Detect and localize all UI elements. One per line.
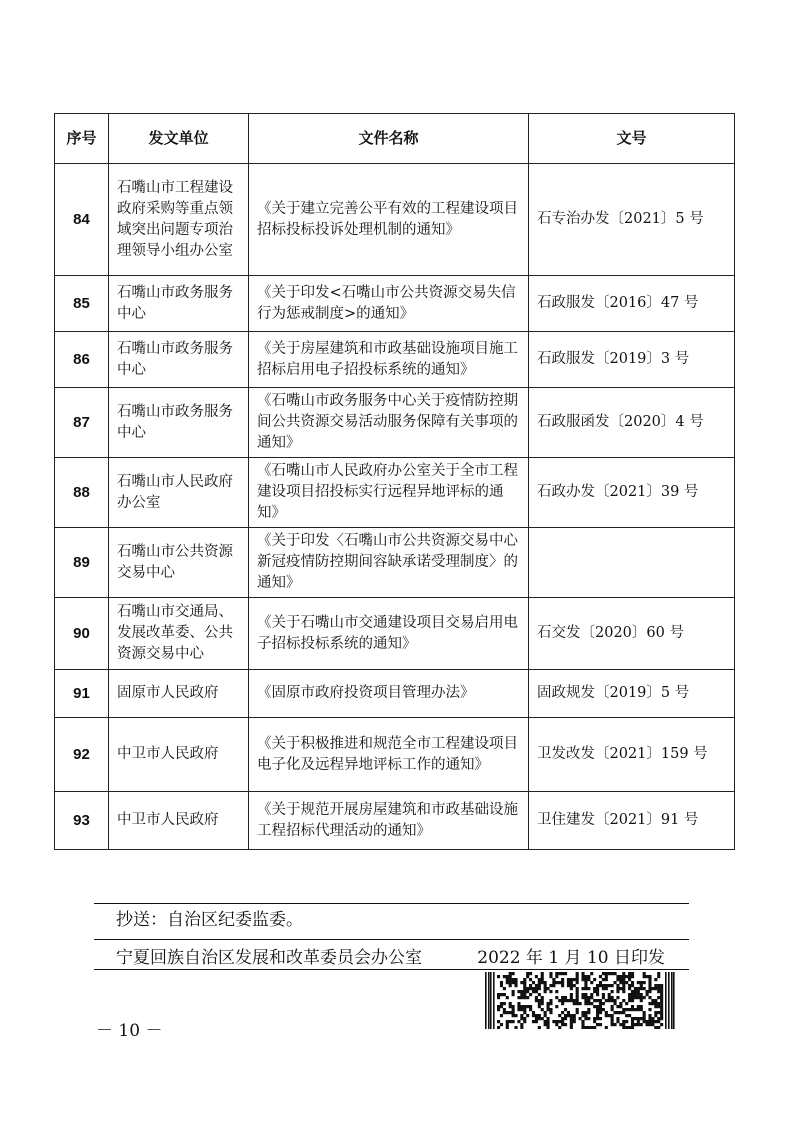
row-issuer: 石嘴山市人民政府办公室 [109, 458, 249, 528]
table-body [55, 164, 735, 850]
header-issuer: 发文单位 [109, 114, 249, 164]
row-file-name: 《石嘴山市政务服务中心关于疫情防控期间公共资源交易活动服务保障有关事项的通知》 [249, 388, 529, 458]
table-row [55, 164, 735, 276]
row-seq: 91 [55, 670, 109, 718]
issuing-office: 宁夏回族自治区发展和改革委员会办公室 [116, 948, 422, 968]
footer-bottom-rule [94, 969, 689, 970]
table-row [55, 670, 735, 718]
row-seq: 92 [55, 718, 109, 792]
row-file-name: 《关于石嘴山市交通建设项目交易启用电子招标投标系统的通知》 [249, 598, 529, 670]
row-doc-no: 石政服函发〔2020〕4 号 [529, 388, 735, 458]
row-issuer: 中卫市人民政府 [109, 792, 249, 850]
page-number: － 10 － [96, 1021, 163, 1041]
row-doc-no: 石政办发〔2021〕39 号 [529, 458, 735, 528]
row-issuer: 石嘴山市政务服务中心 [109, 332, 249, 388]
row-file-name: 《关于积极推进和规范全市工程建设项目电子化及远程异地评标工作的通知》 [249, 718, 529, 792]
table-row [55, 332, 735, 388]
table-row [55, 718, 735, 792]
row-doc-no: 卫住建发〔2021〕91 号 [529, 792, 735, 850]
table-row [55, 388, 735, 458]
table-header-row [55, 114, 735, 164]
row-doc-no: 石专治办发〔2021〕5 号 [529, 164, 735, 276]
row-file-name: 《关于房屋建筑和市政基础设施项目施工招标启用电子招投标系统的通知》 [249, 332, 529, 388]
row-seq: 89 [55, 528, 109, 598]
row-issuer: 固原市人民政府 [109, 670, 249, 718]
row-doc-no [529, 528, 735, 598]
row-doc-no: 石政服发〔2016〕47 号 [529, 276, 735, 332]
row-file-name: 《关于印发〈石嘴山市公共资源交易中心新冠疫情防控期间容缺承诺受理制度〉的通知》 [249, 528, 529, 598]
row-doc-no: 固政规发〔2019〕5 号 [529, 670, 735, 718]
cc-line: 抄送：自治区纪委监委。 [116, 910, 303, 930]
footer-top-rule [94, 903, 689, 904]
row-issuer: 石嘴山市交通局、发展改革委、公共资源交易中心 [109, 598, 249, 670]
row-doc-no: 石交发〔2020〕60 号 [529, 598, 735, 670]
header-doc-no: 文号 [529, 114, 735, 164]
table-row [55, 528, 735, 598]
row-file-name: 《关于规范开展房屋建筑和市政基础设施工程招标代理活动的通知》 [249, 792, 529, 850]
row-file-name: 《关于建立完善公平有效的工程建设项目招标投标投诉处理机制的通知》 [249, 164, 529, 276]
header-file-name: 文件名称 [249, 114, 529, 164]
row-doc-no: 卫发改发〔2021〕159 号 [529, 718, 735, 792]
row-file-name: 《关于印发<石嘴山市公共资源交易失信行为惩戒制度>的通知》 [249, 276, 529, 332]
issue-date: 2022 年 1 月 10 日印发 [477, 948, 665, 968]
barcode-image [485, 972, 675, 1029]
row-seq: 86 [55, 332, 109, 388]
table-row [55, 276, 735, 332]
row-seq: 88 [55, 458, 109, 528]
row-issuer: 中卫市人民政府 [109, 718, 249, 792]
row-file-name: 《固原市政府投资项目管理办法》 [249, 670, 529, 718]
table-row [55, 598, 735, 670]
row-issuer: 石嘴山市工程建设政府采购等重点领域突出问题专项治理领导小组办公室 [109, 164, 249, 276]
row-issuer: 石嘴山市政务服务中心 [109, 276, 249, 332]
row-seq: 93 [55, 792, 109, 850]
row-issuer: 石嘴山市政务服务中心 [109, 388, 249, 458]
issue-line [94, 943, 689, 968]
row-seq: 85 [55, 276, 109, 332]
footer-middle-rule [94, 939, 689, 940]
row-seq: 84 [55, 164, 109, 276]
header-seq: 序号 [55, 114, 109, 164]
row-seq: 87 [55, 388, 109, 458]
row-seq: 90 [55, 598, 109, 670]
table-row [55, 792, 735, 850]
file-list-table [54, 113, 735, 850]
row-issuer: 石嘴山市公共资源交易中心 [109, 528, 249, 598]
row-doc-no: 石政服发〔2019〕3 号 [529, 332, 735, 388]
table-row [55, 458, 735, 528]
row-file-name: 《石嘴山市人民政府办公室关于全市工程建设项目招投标实行远程异地评标的通知》 [249, 458, 529, 528]
